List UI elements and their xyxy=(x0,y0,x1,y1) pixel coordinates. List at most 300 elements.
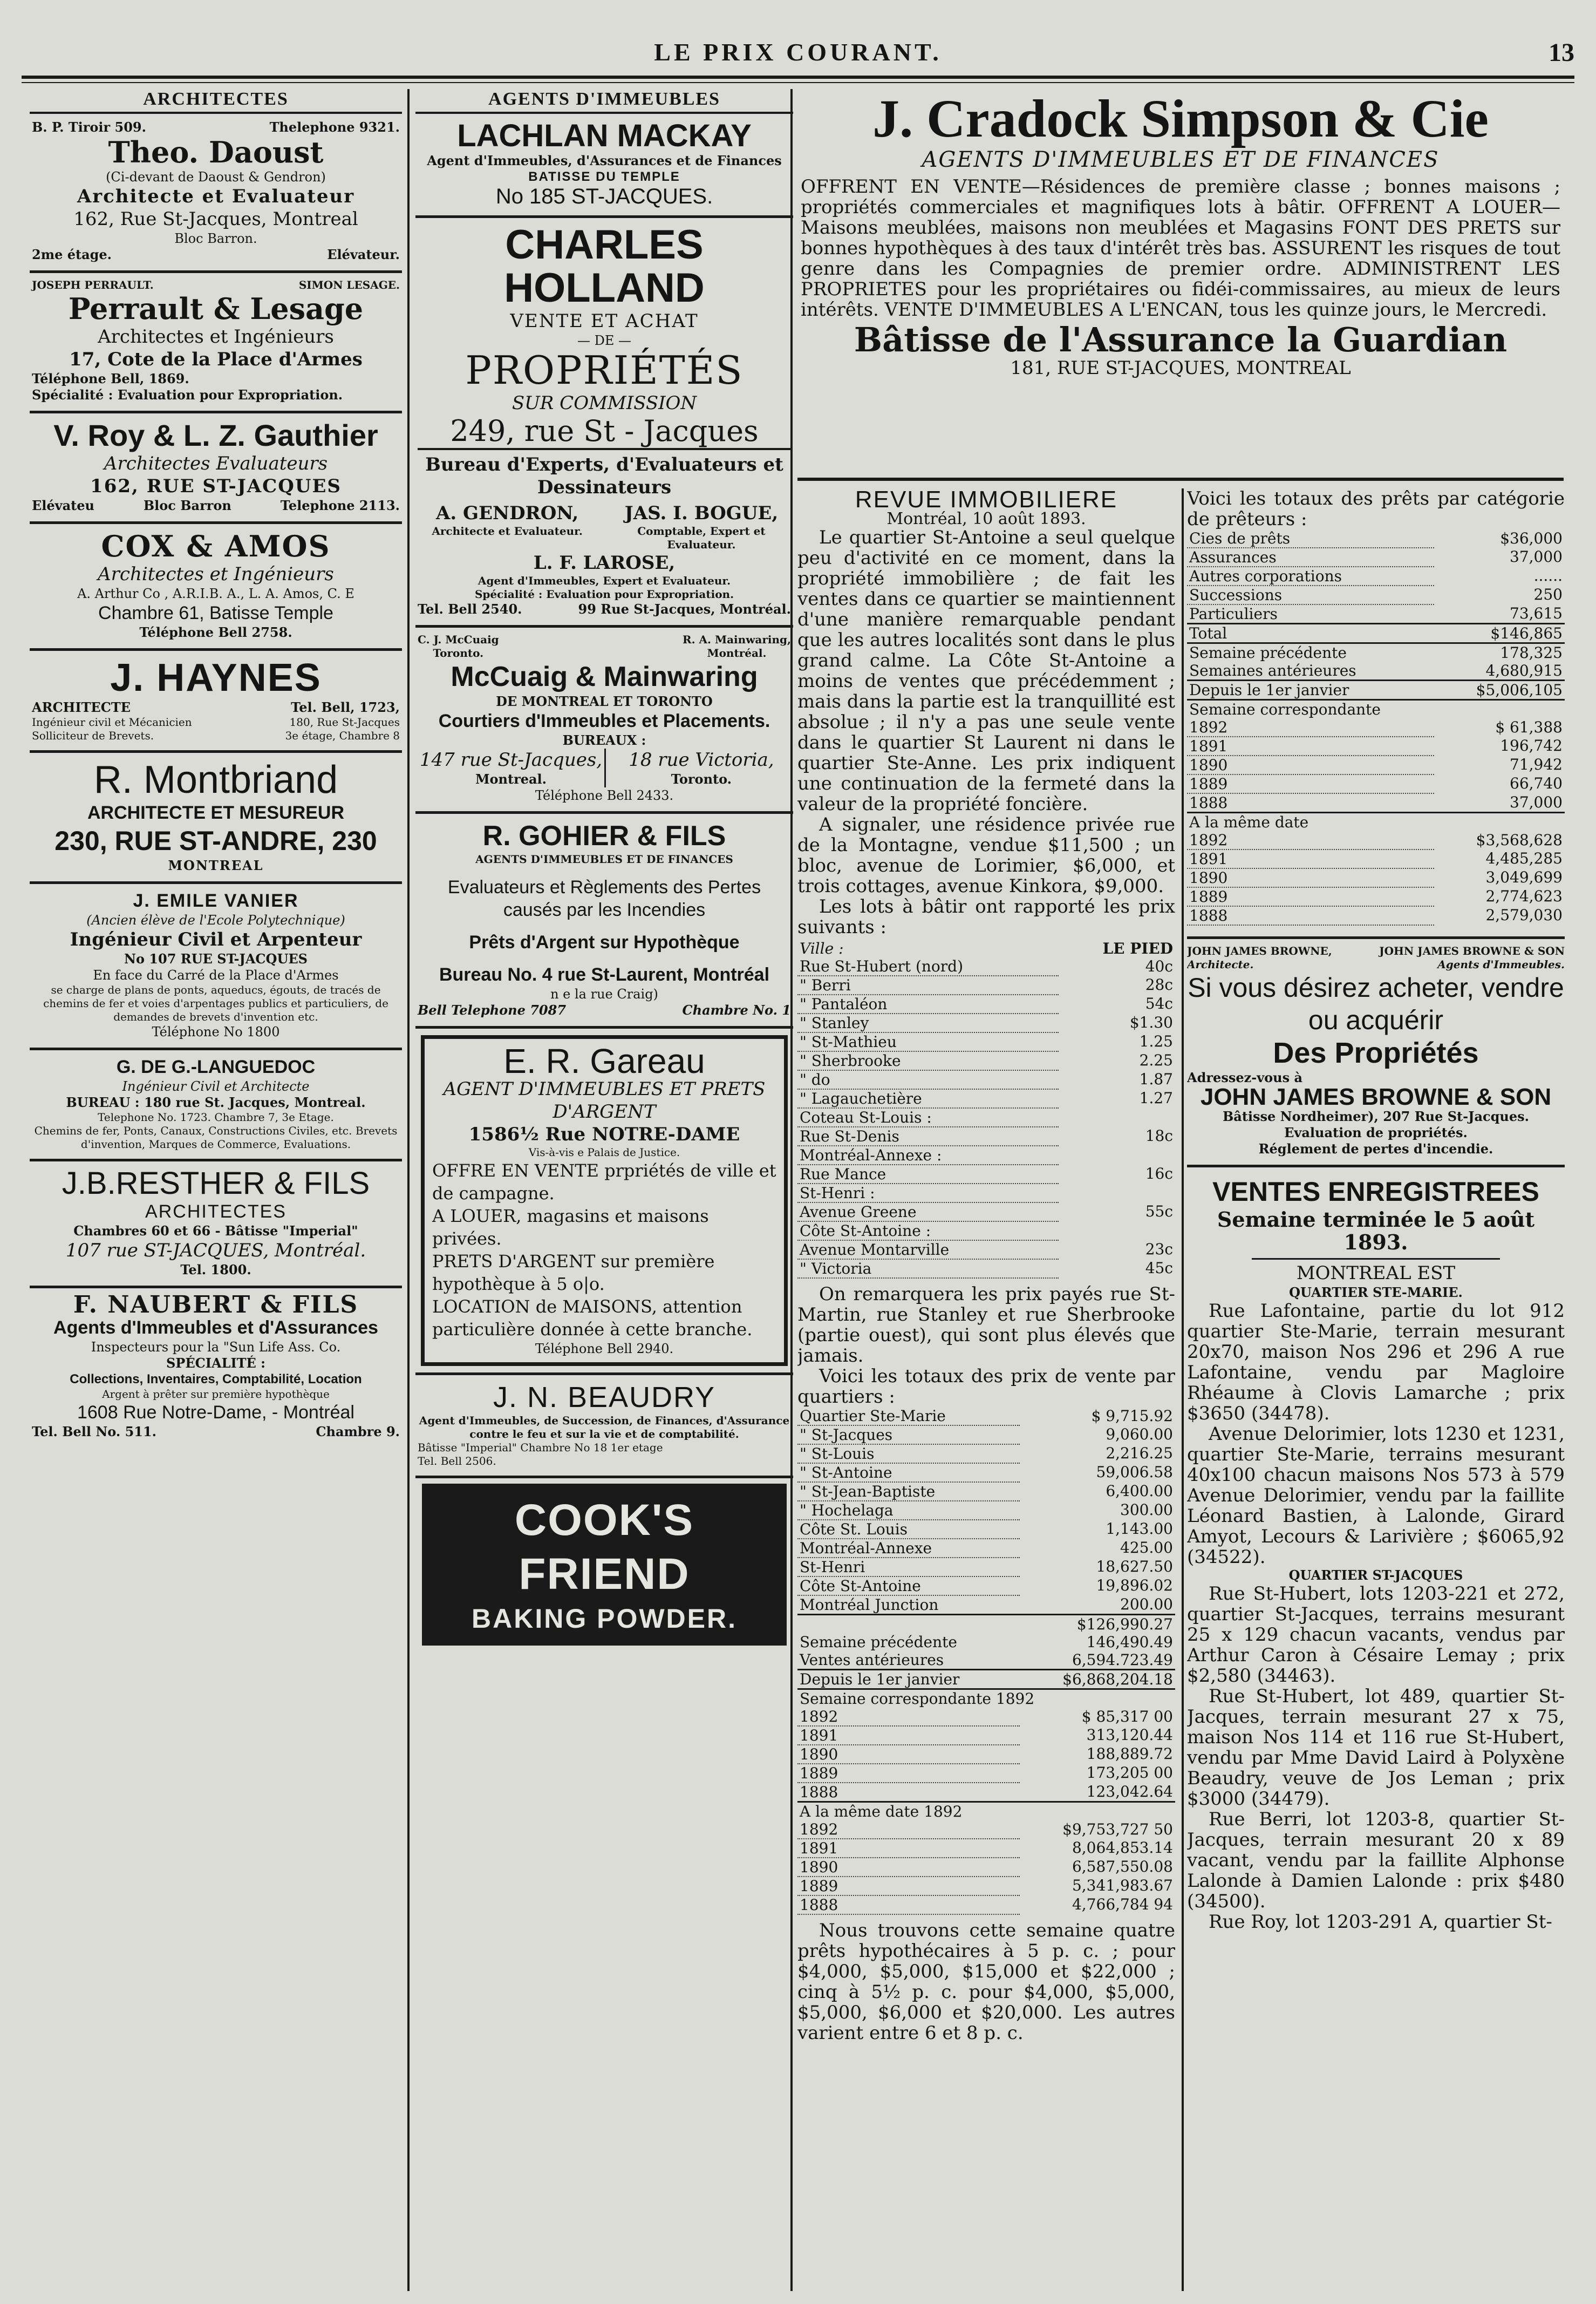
firm-phone: Tel. Bell, 1723, xyxy=(291,699,400,715)
row-label: 1890 xyxy=(797,1858,1020,1877)
row-label: 1890 xyxy=(1187,868,1434,887)
larose-specialty: Spécialité : Evaluation pour Expropriation. xyxy=(474,588,734,601)
article-revue-immobiliere xyxy=(797,488,1175,2291)
firm-bureaux-label: BUREAUX : xyxy=(562,732,646,748)
table-row xyxy=(797,1051,1175,1070)
simpson-services: OFFRENT EN VENTE—Résidences de première classe ; bonnes maisons ; propriétés commerciales et magnifiques lots à bâtir. OFFRENT A LOUER—Maisons meublées, maisons non meublées et Magasins FONT DES PRETS sur bonnes hypothèques à des taux d'intérêt très bas. ASSURENT les risques de tout genre dans les Compagnies de premier ordre. ADMINISTRENT LES PROPRIETES pour les propriétaires ou fidéi-commissaires, au mieux de leurs intérêts. VENTE D'IMMEUBLES A L'ENCAN, tous les quinze jours, le Mercredi. xyxy=(801,176,1560,321)
ad-resther xyxy=(30,1161,402,1288)
firm-address-2: 99 Rue St-Jacques, Montréal. xyxy=(578,601,791,617)
row-value: 6,400.00 xyxy=(1106,1482,1173,1500)
firm-role: ARCHITECTE xyxy=(32,699,131,715)
row-label: Cies de prêts xyxy=(1187,529,1434,548)
firm-phone: Telephone 2113. xyxy=(280,498,400,513)
browne-evaluation: Evaluation de propriétés. xyxy=(1284,1125,1468,1140)
row-label: Quartier Ste-Marie xyxy=(797,1407,1020,1425)
table-row xyxy=(797,1858,1175,1877)
ad-browne xyxy=(1187,936,1565,1167)
row-label: 1891 xyxy=(1187,737,1434,756)
firm-cities: DE MONTREAL ET TORONTO xyxy=(496,694,713,709)
row-value: 200.00 xyxy=(1120,1595,1173,1613)
row-value: 6,587,550.08 xyxy=(1072,1858,1173,1875)
row-value: 8,064,853.14 xyxy=(1072,1839,1173,1857)
firm-chamber: Chambre No. 1 xyxy=(682,1002,791,1018)
firm-bloc: Bloc Barron xyxy=(143,498,231,513)
ad-cox-amos xyxy=(30,524,402,651)
browne-pitch: Si vous désirez acheter, vendre ou acquérir xyxy=(1188,973,1564,1035)
gareau-rent: A LOUER, magasins et maisons privées. xyxy=(432,1206,709,1249)
row-value: 59,006.58 xyxy=(1096,1463,1173,1481)
firm-phone: Tel. Bell 2540. xyxy=(418,601,522,617)
table-row xyxy=(797,1108,1175,1127)
row-value: $ 61,388 xyxy=(1495,718,1563,736)
row-label: Ventes antérieures xyxy=(800,1651,944,1669)
row-label: Semaine correspondante 1892 xyxy=(800,1690,1035,1708)
ventes-entry: Avenue Delorimier, lots 1230 et 1231, quartier Ste-Marie, terrains mesurant 40x100 chacun maisons Nos 573 à 579 Avenue Delorimier, vendu par la faillite Léonard Bastien, à Lalonde, Girard Amyot, Lecours & Larivière ; $6065,92 (34522). xyxy=(1187,1423,1565,1568)
partner-2: R. A. Mainwaring, xyxy=(682,633,791,646)
firm-role: ARCHITECTE ET MESUREUR xyxy=(87,803,345,823)
row-label: Rue St-Denis xyxy=(797,1127,1059,1146)
firm-elevator: Elévateu xyxy=(32,498,94,513)
ad-mccuaig xyxy=(415,628,793,814)
ad-cooks-friend xyxy=(422,1484,787,1646)
table-row xyxy=(797,1783,1175,1802)
row-label: 1888 xyxy=(1187,793,1434,813)
table-row xyxy=(797,1184,1175,1202)
ventes-quarter: QUARTIER STE-MARIE. xyxy=(1289,1284,1463,1300)
article-ventes-enregistrees xyxy=(1187,1175,1565,1932)
quartiers-total: $126,990.27 xyxy=(1076,1615,1173,1633)
table-row xyxy=(797,1407,1175,1425)
row-label: Côte St-Antoine xyxy=(797,1576,1020,1595)
table-row xyxy=(1187,756,1565,774)
firm-role: Courtiers d'Immeubles et Placements. xyxy=(438,711,770,731)
ventes-entry: Rue St-Hubert, lot 489, quartier St-Jacques, terrain mesurant 27 x 75, maison Nos 114 et 116 rue St-Hubert, vendu par Mme David Laird à Polyxène Beaudry, veuve de Jos Leman ; prix $3000 (34479). xyxy=(1187,1685,1565,1810)
row-value: 2,774,623 xyxy=(1485,887,1563,905)
firm-phone: Téléphone Bell 2758. xyxy=(139,624,292,640)
column-divider xyxy=(407,89,410,2291)
firm-phone: Téléphone Bell 2940. xyxy=(535,1341,674,1356)
row-label: " Sherbrooke xyxy=(797,1051,1059,1070)
row-label: Depuis le 1er janvier xyxy=(800,1670,960,1688)
row-value xyxy=(1059,1221,1175,1240)
bogue-role: Comptable, Expert et Evaluateur. xyxy=(637,525,766,551)
table-row xyxy=(797,1202,1175,1221)
row-label: 1889 xyxy=(1187,887,1434,906)
row-value: 1.27 xyxy=(1139,1089,1173,1107)
table-row xyxy=(797,1089,1175,1108)
table-row xyxy=(1187,604,1565,624)
quartiers-table xyxy=(797,1407,1175,1915)
row-label: 1888 xyxy=(1187,906,1434,925)
firm-role: Architectes et Ingénieurs xyxy=(98,326,334,348)
larose-role: Agent d'Immeubles, Expert et Evaluateur. xyxy=(478,574,731,587)
gendron-role: Architecte et Evaluateur. xyxy=(432,525,583,538)
row-label: Autres corporations xyxy=(1187,567,1434,586)
firm-building: BATISSE DU TEMPLE xyxy=(528,169,680,184)
row-value: 2,216.25 xyxy=(1106,1444,1173,1462)
article-paragraph: Les lots à bâtir ont rapporté les prix suivants : xyxy=(797,896,1175,938)
table-row xyxy=(797,1820,1175,1839)
table-row xyxy=(797,1558,1175,1576)
table-row xyxy=(797,1482,1175,1501)
row-label: A la même date 1892 xyxy=(800,1803,963,1820)
article-date: Montréal, 10 août 1893. xyxy=(886,509,1086,528)
row-label: Semaines antérieures xyxy=(1189,662,1356,679)
row-value: 146,490.49 xyxy=(1086,1633,1173,1651)
firm-role: Architecte et Evaluateur xyxy=(77,186,355,207)
table-row xyxy=(797,1259,1175,1278)
row-value: 6,594.723.49 xyxy=(1072,1651,1173,1669)
firm-description: Chemins de fer, Ponts, Canaux, Constructions Civiles, etc. Brevets d'invention, Marques de Commerce, Evaluations. xyxy=(34,1124,398,1151)
table-row xyxy=(797,1444,1175,1463)
row-label: " Victoria xyxy=(797,1259,1059,1278)
table-row xyxy=(797,995,1175,1014)
row-value: 313,120.44 xyxy=(1086,1726,1173,1744)
row-label: 1892 xyxy=(797,1820,1020,1839)
row-value: $3,568,628 xyxy=(1476,831,1563,849)
row-value: $146,865 xyxy=(1490,624,1563,642)
table-row xyxy=(797,1877,1175,1895)
column-divider xyxy=(1182,488,1184,2291)
firm-elevator: Elévateur. xyxy=(327,247,400,262)
row-label: Total xyxy=(1189,624,1227,642)
row-label: " do xyxy=(797,1070,1059,1089)
firm-name: J.B.RESTHER & FILS xyxy=(62,1166,370,1201)
firm-corner: n e la rue Craig) xyxy=(550,987,658,1002)
article-title: VENTES ENREGISTREES xyxy=(1212,1177,1539,1207)
firm-inspectors: Inspecteurs pour la "Sun Life Ass. Co. xyxy=(91,1340,341,1355)
ad-holland xyxy=(415,218,793,628)
firm-address: Chambre 61, Batisse Temple xyxy=(98,603,333,623)
row-label: Particuliers xyxy=(1187,604,1434,624)
firm-name: J. HAYNES xyxy=(110,656,322,699)
ventes-week: Semaine terminée le 5 août 1893. xyxy=(1217,1207,1535,1254)
firm-evaluation: Evaluateurs et Règlements des Pertes causés par les Incendies xyxy=(447,877,761,920)
table-row xyxy=(797,1895,1175,1914)
row-label: Rue St-Hubert (nord) xyxy=(797,957,1059,976)
row-value: 45c xyxy=(1145,1259,1173,1277)
row-label: " St-Louis xyxy=(797,1444,1020,1463)
holland-line-3: PROPRIÉTÉS xyxy=(465,348,744,393)
larose-name: L. F. LAROSE, xyxy=(533,552,676,574)
row-value: $ 85,317 00 xyxy=(1081,1708,1173,1725)
row-value: 3,049,699 xyxy=(1485,868,1563,886)
lots-head-ville: Ville : xyxy=(800,940,844,957)
table-row xyxy=(797,1146,1175,1165)
holland-bureau: Bureau d'Experts, d'Evaluateurs et Dessinateurs xyxy=(418,448,791,499)
row-label: 1892 xyxy=(797,1708,1020,1726)
row-label: 1888 xyxy=(797,1783,1020,1802)
row-value xyxy=(1059,1108,1175,1127)
row-label: 1890 xyxy=(1187,756,1434,774)
row-value: $36,000 xyxy=(1500,529,1563,547)
table-row xyxy=(797,1240,1175,1259)
row-label: Côte St. Louis xyxy=(797,1520,1020,1539)
firm-name: J. N. BEAUDRY xyxy=(493,1381,716,1413)
firm-bloc: Bloc Barron. xyxy=(174,231,257,246)
firm-name: J. EMILE VANIER xyxy=(133,891,299,911)
firm-name: CHARLES HOLLAND xyxy=(504,222,705,311)
table-row xyxy=(1187,868,1565,887)
table-row xyxy=(797,1595,1175,1615)
row-value: 23c xyxy=(1145,1240,1173,1258)
firm-address: 230, RUE ST-ANDRE, 230 xyxy=(54,826,377,856)
firm-members: A. Arthur Co , A.R.I.B. A., L. A. Amos, C. E xyxy=(77,586,354,601)
ad-beaudry xyxy=(415,1372,793,1478)
row-label: Montréal Junction xyxy=(797,1595,1020,1615)
row-label: " St-Mathieu xyxy=(797,1032,1059,1051)
row-label: Coteau St-Louis : xyxy=(797,1108,1059,1127)
firm-location: Vis-à-vis e Palais de Justice. xyxy=(528,1146,680,1159)
row-value: $9,753,727 50 xyxy=(1062,1820,1173,1838)
firm-role: AGENTS D'IMMEUBLES ET DE FINANCES xyxy=(475,853,733,866)
gareau-location: LOCATION de MAISONS, attention particulière donnée à cette branche. xyxy=(432,1296,753,1340)
row-label: Montréal-Annexe : xyxy=(797,1146,1059,1165)
row-value: 18c xyxy=(1145,1127,1173,1145)
firm-loan-note: Argent à prêter sur première hypothèque xyxy=(102,1388,330,1401)
firm-address: 180, Rue St-Jacques xyxy=(289,716,400,729)
firm-role: ARCHITECTES xyxy=(145,1201,287,1222)
bogue-name: JAS. I. BOGUE, xyxy=(624,502,779,524)
totaux-intro: Voici les totaux des prêts par catégorie de prêteurs : xyxy=(1187,488,1565,530)
row-value: 250 xyxy=(1533,586,1563,603)
firm-phone: Téléphone No 1800 xyxy=(152,1024,280,1039)
row-label: " Stanley xyxy=(797,1014,1059,1032)
column-agents xyxy=(415,89,793,1651)
partner-1: C. J. McCuaig xyxy=(418,633,499,646)
firm-floor: 3e étage, Chambre 8 xyxy=(285,729,400,742)
row-value: $5,006,105 xyxy=(1476,681,1563,699)
firm-description: se charge de plans de ponts, aqueducs, égouts, de tracés de chemins de fer et voies d'arpentages publics et particuliers, de demandes de brevets d'invention etc. xyxy=(43,983,388,1023)
firm-role: Architectes et Ingénieurs xyxy=(98,563,334,585)
row-label: 1889 xyxy=(797,1764,1020,1783)
firm-phone: Téléphone Bell, 1869. xyxy=(32,371,189,386)
firm-chamber: Chambre 9. xyxy=(316,1424,400,1439)
table-row xyxy=(797,1032,1175,1051)
row-label: Assurances xyxy=(1187,548,1434,567)
row-value: 178,325 xyxy=(1500,644,1563,662)
ventes-entry: Rue Lafontaine, partie du lot 912 quartier Ste-Marie, terrain mesurant 20x70, maison Nos 296 et 296 A rue Lafontaine, vendu par Magloire Rhéaume à Clovis Lamarche ; prix $3650 (34478). xyxy=(1187,1300,1565,1424)
row-value xyxy=(1059,1184,1175,1202)
firm-role-2: Ingénieur civil et Mécanicien xyxy=(32,716,192,729)
table-row xyxy=(797,1726,1175,1745)
firm-name: McCuaig & Mainwaring xyxy=(451,661,758,692)
table-row xyxy=(797,1764,1175,1783)
row-value: 16c xyxy=(1145,1165,1173,1182)
ad-perrault-lesage xyxy=(30,273,402,413)
table-row xyxy=(797,1165,1175,1184)
table-row xyxy=(797,1576,1175,1595)
holland-line-2: — DE — xyxy=(577,333,632,348)
article-title: REVUE IMMOBILIERE xyxy=(855,488,1118,513)
row-value: 4,485,285 xyxy=(1485,849,1563,867)
bureau-address-2: 18 rue Victoria, xyxy=(629,749,774,771)
firm-address: No 107 RUE ST-JACQUES xyxy=(124,951,308,967)
firm-role-3: Solliciteur de Brevets. xyxy=(32,729,154,742)
row-label: 1889 xyxy=(1187,774,1434,793)
table-row xyxy=(1187,887,1565,906)
browne-2: JOHN JAMES BROWNE & SON xyxy=(1379,944,1565,957)
table-row xyxy=(1187,586,1565,604)
row-value: 71,942 xyxy=(1510,756,1563,773)
article-paragraph: Nous trouvons cette semaine quatre prêts hypothécaires à 5 p. c. ; pour $4,000, $5,000, $15,000 et $22,000 ; cinq à 5½ p. c. pour $4,000, $5,000, $5,000, $6,000 et $20,000. Les autres varient entre 6 et 8 p. c. xyxy=(797,1920,1175,2044)
row-value: 9,060.00 xyxy=(1106,1425,1173,1443)
holland-line-4: SUR COMMISSION xyxy=(511,392,697,414)
firm-phone: Téléphone Bell 2433. xyxy=(535,788,674,803)
browne-regulation: Réglement de pertes d'incendie. xyxy=(1258,1141,1493,1157)
table-row xyxy=(797,957,1175,976)
row-label: Successions xyxy=(1187,586,1434,604)
row-label: 1891 xyxy=(797,1839,1020,1858)
firm-address: 162, RUE ST-JACQUES xyxy=(90,475,342,497)
firm-name: G. DE G.-LANGUEDOC xyxy=(116,1057,316,1077)
table-row xyxy=(797,1463,1175,1482)
firm-address: 181, RUE ST-JACQUES, MONTREAL xyxy=(1010,357,1351,379)
gareau-loans: PRETS D'ARGENT sur première hypothèque à 5 o|o. xyxy=(432,1251,715,1294)
table-row xyxy=(797,1070,1175,1089)
bureau-city-2: Toronto. xyxy=(671,771,732,787)
ad-vanier xyxy=(30,884,402,1050)
page-number: 13 xyxy=(1549,38,1574,67)
firm-name: JOHN JAMES BROWNE & SON xyxy=(1200,1084,1552,1110)
firm-name: LACHLAN MACKAY xyxy=(457,118,752,153)
table-row xyxy=(1187,793,1565,813)
firm-city: MONTREAL xyxy=(168,858,264,873)
firm-phone: Tel. Bell 2506. xyxy=(418,1455,496,1467)
row-value: 37,000 xyxy=(1510,548,1563,566)
row-value: $ 9,715.92 xyxy=(1091,1407,1173,1425)
table-row xyxy=(797,976,1175,995)
row-label: Semaine précédente xyxy=(1189,644,1347,662)
firm-phone: Tel. Bell No. 511. xyxy=(32,1424,157,1439)
row-value: 2,579,030 xyxy=(1485,906,1563,924)
firm-address: 1608 Rue Notre-Dame, - Montréal xyxy=(77,1402,354,1423)
row-label: St-Henri : xyxy=(797,1184,1059,1202)
row-value: 37,000 xyxy=(1510,793,1563,811)
firm-address: 1586½ Rue NOTRE-DAME xyxy=(468,1124,740,1145)
cooks-subtitle: BAKING POWDER. xyxy=(472,1603,737,1634)
browne-2-role: Agents d'Immeubles. xyxy=(1437,958,1565,971)
firm-location: En face du Carré de la Place d'Armes xyxy=(93,968,339,983)
firm-phone: Tel. 1800. xyxy=(180,1262,251,1277)
lots-table xyxy=(797,940,1175,1279)
newspaper-title: LE PRIX COURANT. xyxy=(654,38,942,66)
firm-name: Theo. Daoust xyxy=(108,135,324,169)
ventes-entry: Rue Berri, lot 1203-8, quartier St-Jacques, terrain mesurant 20 x 89 vacant, vendu par la faillite Alphonse Lalonde à Damien Lalonde : prix $480 (34500). xyxy=(1187,1809,1565,1912)
table-row xyxy=(797,1221,1175,1240)
row-value: 18,627.50 xyxy=(1096,1558,1173,1575)
gendron-name: A. GENDRON, xyxy=(435,502,579,524)
row-label: " St-Jacques xyxy=(797,1425,1020,1444)
table-row xyxy=(797,1839,1175,1858)
ad-mackay xyxy=(415,114,793,218)
row-label: 1889 xyxy=(797,1877,1020,1895)
section-heading: AGENTS D'IMMEUBLES xyxy=(415,89,793,114)
firm-name: F. NAUBERT & FILS xyxy=(73,1291,359,1318)
row-value: 300.00 xyxy=(1120,1501,1173,1519)
row-value: 2.25 xyxy=(1139,1051,1173,1069)
firm-phone: Bell Telephone 7087 xyxy=(418,1002,567,1018)
row-value: 40c xyxy=(1145,957,1173,975)
row-value: 425.00 xyxy=(1120,1539,1173,1557)
firm-former: (Ancien élève de l'Ecole Polytechnique) xyxy=(86,913,345,928)
table-row xyxy=(1187,529,1565,548)
table-row xyxy=(1187,718,1565,737)
firm-address: No 185 ST-JACQUES. xyxy=(495,185,713,208)
row-value: 66,740 xyxy=(1510,774,1563,792)
row-label: 1890 xyxy=(797,1745,1020,1764)
ventes-area: MONTREAL EST xyxy=(1252,1258,1500,1284)
table-row xyxy=(797,1127,1175,1146)
firm-role: Agents d'Immeubles et d'Assurances xyxy=(53,1317,378,1338)
table-row xyxy=(1187,774,1565,793)
firm-phone: Telephone No. 1723. Chambre 7, 3e Etage. xyxy=(98,1111,334,1124)
firm-building: Bâtisse de l'Assurance la Guardian xyxy=(854,320,1508,359)
totaux-table xyxy=(1187,529,1565,926)
firm-role: Architectes Evaluateurs xyxy=(104,453,328,474)
row-label: Depuis le 1er janvier xyxy=(1189,681,1349,699)
bureau-city-1: Montreal. xyxy=(475,771,547,787)
section-heading: ARCHITECTES xyxy=(30,89,402,114)
row-label: " Hochelaga xyxy=(797,1501,1020,1520)
row-value: ...... xyxy=(1533,567,1563,585)
row-label: 1888 xyxy=(797,1895,1020,1914)
row-value: 28c xyxy=(1145,976,1173,994)
article-paragraph: A signaler, une résidence privée rue de la Montagne, vendue $11,500 ; un bloc, avenue de Lorimier, $6,000, et trois cottages, avenue Kinkora, $9,000. xyxy=(797,814,1175,897)
firm-role: Ingénieur Civil et Architecte xyxy=(122,1079,310,1094)
row-value: 73,615 xyxy=(1510,604,1563,622)
article-paragraph: Voici les totaux des prix de vente par quartiers : xyxy=(797,1365,1175,1408)
row-label: 1891 xyxy=(1187,849,1434,868)
ventes-entry: Rue Roy, lot 1203-291 A, quartier St- xyxy=(1209,1911,1552,1933)
row-value: 4,680,915 xyxy=(1485,662,1563,679)
firm-bureau: Bureau No. 4 rue St-Laurent, Montréal xyxy=(439,964,770,985)
header-rule xyxy=(22,76,1574,79)
firm-role: Agent d'Immeubles, d'Assurances et de Finances xyxy=(427,153,782,168)
firm-bureau: BUREAU : 180 rue St. Jacques, Montreal. xyxy=(66,1095,366,1110)
row-value: 188,889.72 xyxy=(1086,1745,1173,1763)
row-label: " Lagauchetière xyxy=(797,1089,1059,1108)
phone: Thelephone 9321. xyxy=(269,119,400,135)
row-label: Côte St-Antoine : xyxy=(797,1221,1059,1240)
row-label: 1891 xyxy=(797,1726,1020,1745)
table-row xyxy=(1187,548,1565,567)
ad-roy-gauthier xyxy=(30,413,402,524)
firm-address: 107 rue ST-JACQUES, Montréal. xyxy=(65,1240,366,1261)
firm-former: (Ci-devant de Daoust & Gendron) xyxy=(106,169,326,185)
ad-naubert xyxy=(30,1288,402,1447)
page-header xyxy=(22,38,1574,70)
header-rule-thin xyxy=(22,82,1574,83)
ad-cradock-simpson xyxy=(797,89,1564,481)
ad-gareau xyxy=(421,1035,788,1366)
firm-specialty-label: SPÉCIALITÉ : xyxy=(166,1355,266,1371)
row-value: 1.87 xyxy=(1139,1070,1173,1088)
row-label: Avenue Montarville xyxy=(797,1240,1059,1259)
column-totaux xyxy=(1187,488,1565,2291)
row-label: 1892 xyxy=(1187,718,1434,737)
row-label: Montréal-Annexe xyxy=(797,1539,1020,1558)
lots-head-pied: LE PIED xyxy=(1102,940,1173,957)
table-row xyxy=(1187,737,1565,756)
ventes-entry: Rue St-Hubert, lots 1203-221 et 272, quartier St-Jacques, terrains mesurant 25 x 129 chacun vacants, vendus par Arthur Caron à Césaire Lemay ; prix $2,580 (34463). xyxy=(1187,1583,1565,1687)
table-row xyxy=(1187,567,1565,586)
firm-chambers: Chambres 60 et 66 - Bâtisse "Imperial" xyxy=(73,1223,358,1239)
firm-specialty: Spécialité : Evaluation pour Expropriation. xyxy=(32,387,343,403)
row-value: 19,896.02 xyxy=(1096,1576,1173,1594)
row-label: Semaine précédente xyxy=(800,1633,957,1651)
holland-line-1: VENTE ET ACHAT xyxy=(510,310,699,332)
